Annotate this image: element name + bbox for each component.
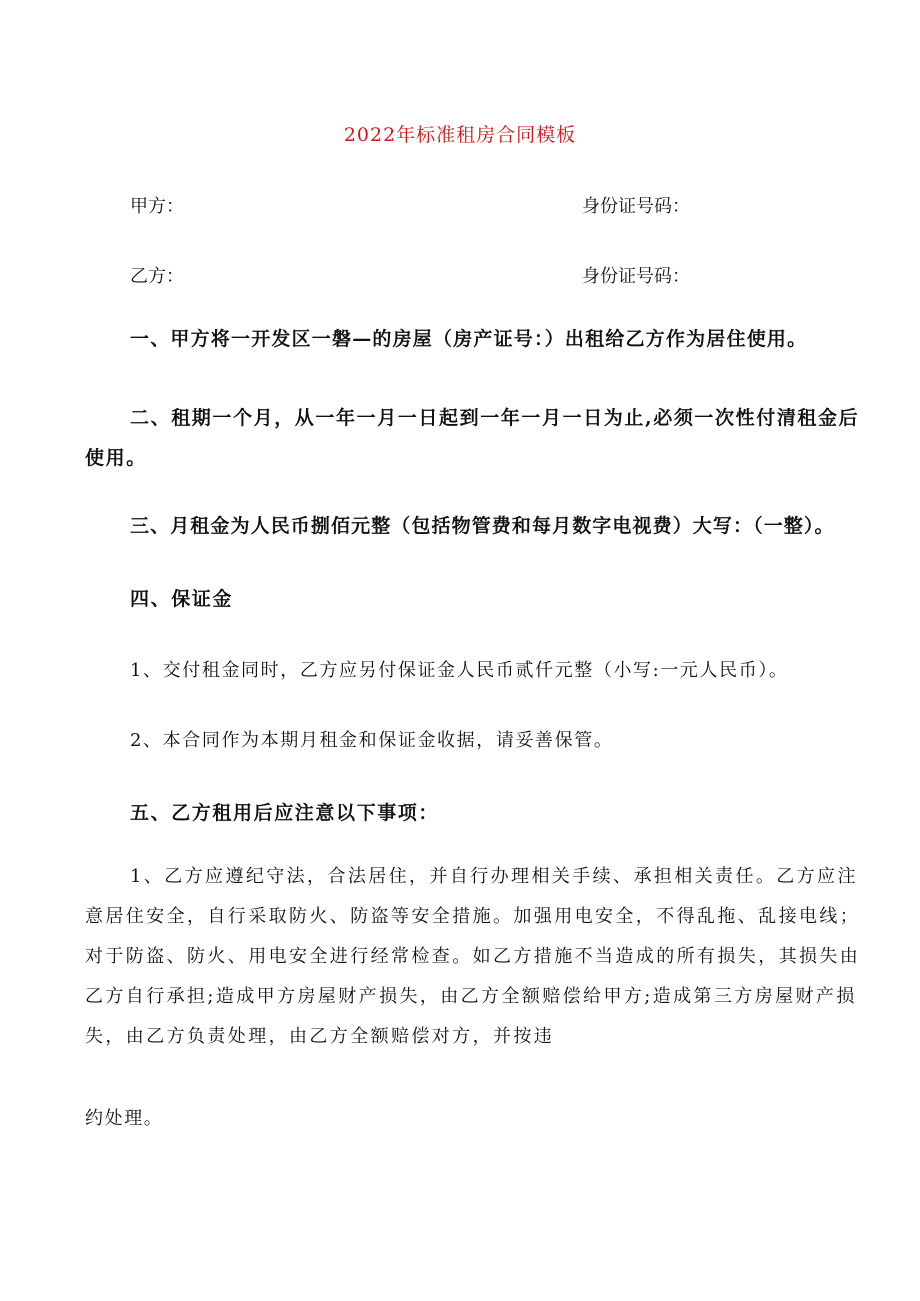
clause-2	[130, 398, 900, 438]
clause-5-item-1-line-4: 乙方自行承担;造成甲方房屋财产损失，由乙方全额赔偿给甲方;造成第三方房屋财产损	[85, 986, 857, 1007]
clause-2-line-2: 使用。	[85, 447, 147, 469]
clause-5-item-1-tail: 约处理。	[85, 1108, 164, 1129]
party-a-id-label: 身份证号码：	[582, 196, 690, 217]
party-a-label: 甲方：	[130, 196, 184, 217]
clause-4-heading: 四、保证金	[130, 588, 234, 610]
clause-3: 三、月租金为人民币捌佰元整（包括物管费和每月数字电视费）大写：（一整）。	[130, 515, 835, 537]
party-b-label: 乙方：	[130, 266, 184, 287]
party-b-id-label: 身份证号码：	[582, 266, 690, 287]
clause-4-item-1: 1、交付租金同时，乙方应另付保证金人民币贰仟元整（小写:一元人民币）。	[130, 660, 789, 681]
clause-1: 一、甲方将一开发区一磐—的房屋（房产证号：）出租给乙方作为居住使用。	[130, 328, 808, 350]
clause-5-item-1-line-3: 对于防盗、防火、用电安全进行经常检查。如乙方措施不当造成的所有损失，其损失由	[85, 946, 861, 967]
party-b-row	[130, 262, 830, 288]
clause-2-continued	[85, 438, 855, 478]
clause-5-item-1-line-2: 意居住安全，自行采取防火、防盗等安全措施。加强用电安全，不得乱拖、乱接电线；	[85, 906, 861, 927]
clause-4-item-2: 2、本合同作为本期月租金和保证金收据，请妥善保管。	[130, 730, 614, 751]
clause-5-item-1-line-1: 1、乙方应遵纪守法，合法居住，并自行办理相关手续、承担相关责任。乙方应注	[130, 866, 858, 887]
party-a-row	[130, 192, 830, 218]
clause-5-item-1-line-5: 失，由乙方负责处理，由乙方全额赔偿对方，并按违	[85, 1026, 555, 1047]
clause-5-heading: 五、乙方租用后应注意以下事项：	[130, 802, 440, 824]
clause-5-item-1	[85, 857, 861, 1057]
clause-2-line-1: 二、租期一个月，从一年一月一日起到一年一月一日为止,必须一次性付清租金后	[130, 407, 860, 429]
document-title: 2022年标准租房合同模板	[343, 124, 577, 146]
